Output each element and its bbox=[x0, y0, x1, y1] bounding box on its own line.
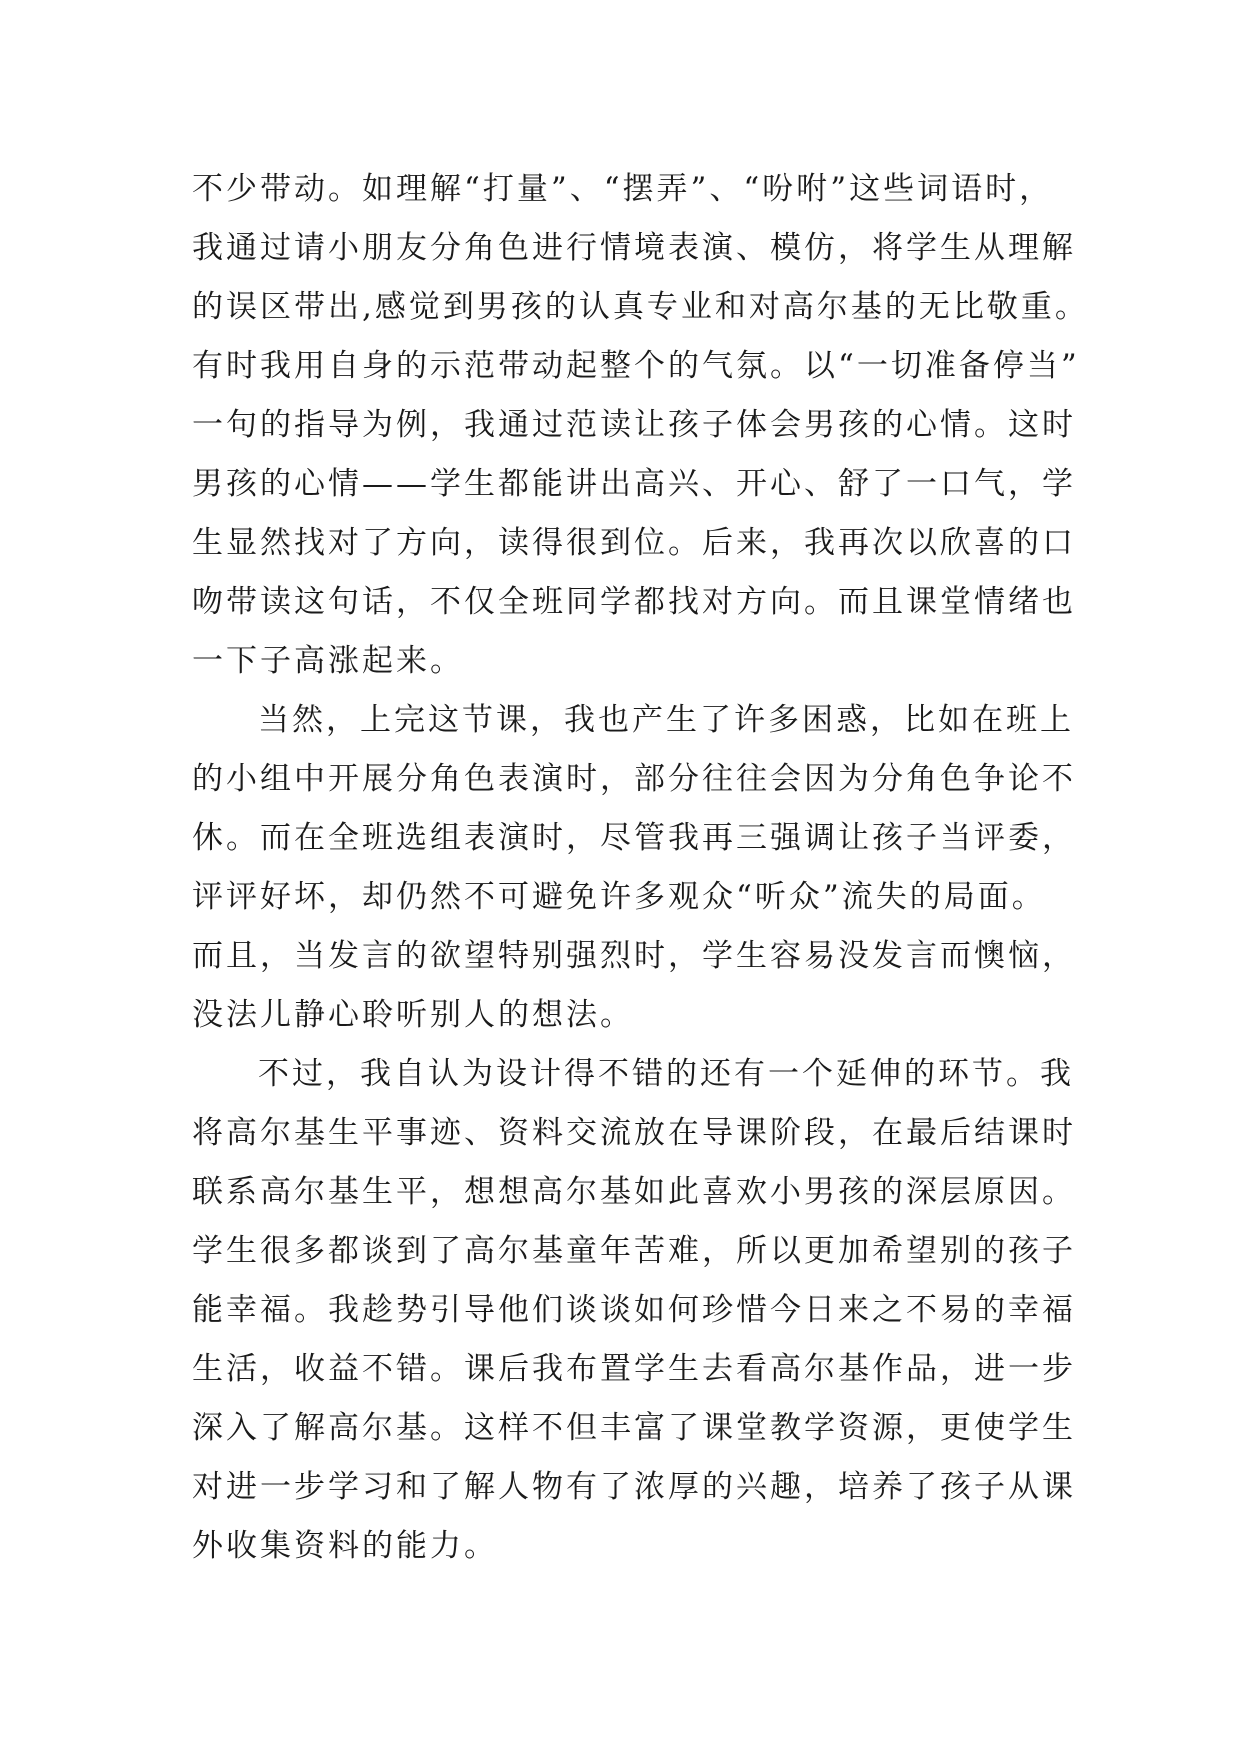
text-line: 能幸福。我趁势引导他们谈谈如何珍惜今日来之不易的幸福 bbox=[192, 1292, 1076, 1328]
paragraph-start-line: 不过，我自认为设计得不错的还有一个延伸的环节。我 bbox=[258, 1056, 1074, 1092]
text-line: 休。而在全班选组表演时，尽管我再三强调让孩子当评委， bbox=[192, 820, 1076, 856]
text-line: 而且，当发言的欲望特别强烈时，学生容易没发言而懊恼， bbox=[192, 938, 1076, 974]
text-line: 将高尔基生平事迹、资料交流放在导课阶段，在最后结课时 bbox=[192, 1115, 1076, 1151]
text-line: 不少带动。如理解“打量”、“摆弄”、“吩咐”这些词语时， bbox=[192, 171, 1054, 207]
text-line: 一下子高涨起来。 bbox=[192, 643, 464, 679]
text-line: 一句的指导为例，我通过范读让孩子体会男孩的心情。这时 bbox=[192, 407, 1076, 443]
text-line: 学生很多都谈到了高尔基童年苦难，所以更加希望别的孩子 bbox=[192, 1233, 1076, 1269]
text-line: 的小组中开展分角色表演时，部分往往会因为分角色争论不 bbox=[192, 761, 1076, 797]
text-line: 联系高尔基生平，想想高尔基如此喜欢小男孩的深层原因。 bbox=[192, 1174, 1076, 1210]
text-line: 对进一步学习和了解人物有了浓厚的兴趣，培养了孩子从课 bbox=[192, 1469, 1076, 1505]
text-line: 没法儿静心聆听别人的想法。 bbox=[192, 997, 634, 1033]
text-line: 外收集资料的能力。 bbox=[192, 1528, 498, 1564]
text-line: 我通过请小朋友分角色进行情境表演、模仿，将学生从理解 bbox=[192, 230, 1076, 266]
body-text bbox=[192, 160, 1092, 1576]
text-line: 吻带读这句话，不仅全班同学都找对方向。而且课堂情绪也 bbox=[192, 584, 1076, 620]
text-line: 的误区带出,感觉到男孩的认真专业和对高尔基的无比敬重。 bbox=[192, 289, 1089, 325]
text-line: 评评好坏，却仍然不可避免许多观众“听众”流失的局面。 bbox=[192, 879, 1046, 915]
paragraph-start-line: 当然，上完这节课，我也产生了许多困惑，比如在班上 bbox=[258, 702, 1074, 738]
text-line: 有时我用自身的示范带动起整个的气氛。以“一切准备停当” bbox=[192, 348, 1080, 384]
text-line: 生显然找对了方向，读得很到位。后来，我再次以欣喜的口 bbox=[192, 525, 1076, 561]
text-line: 生活，收益不错。课后我布置学生去看高尔基作品，进一步 bbox=[192, 1351, 1076, 1387]
text-line: 男孩的心情——学生都能讲出高兴、开心、舒了一口气，学 bbox=[192, 466, 1076, 502]
text-line: 深入了解高尔基。这样不但丰富了课堂教学资源，更使学生 bbox=[192, 1410, 1076, 1446]
